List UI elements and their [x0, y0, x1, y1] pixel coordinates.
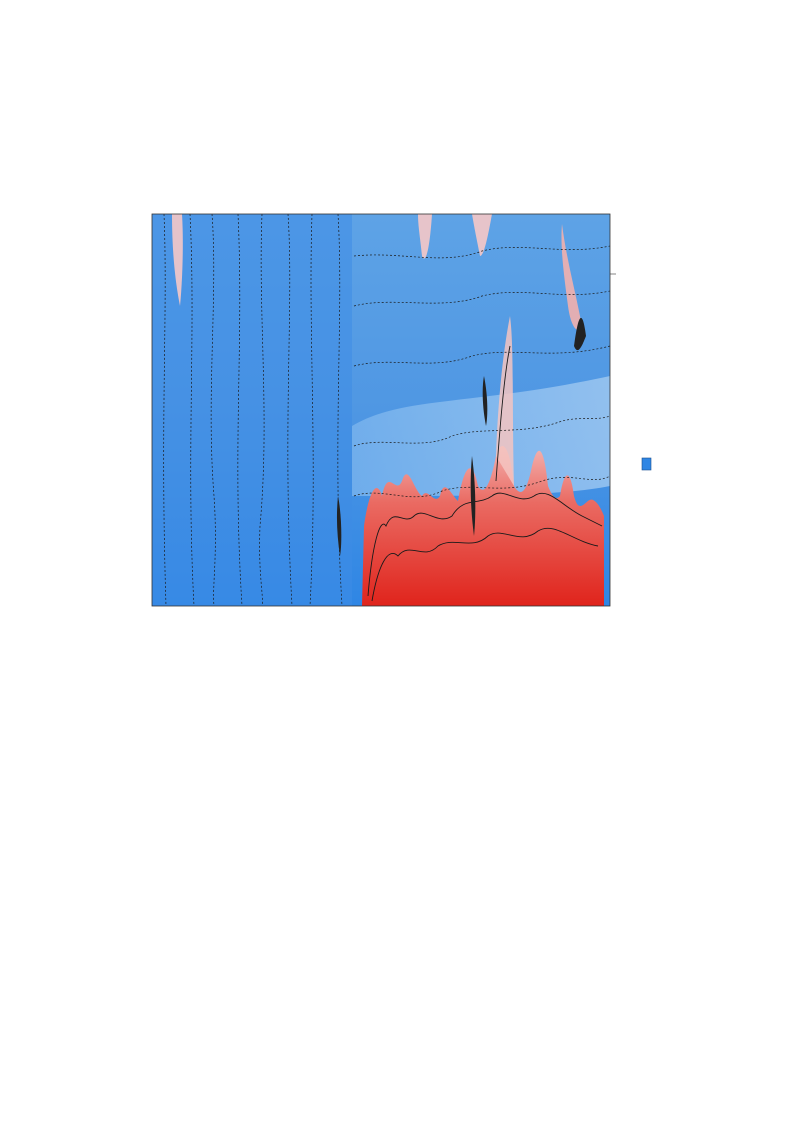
legend-swatch	[642, 458, 651, 470]
inversion-figure	[142, 196, 682, 636]
inversion-plot	[142, 196, 682, 636]
